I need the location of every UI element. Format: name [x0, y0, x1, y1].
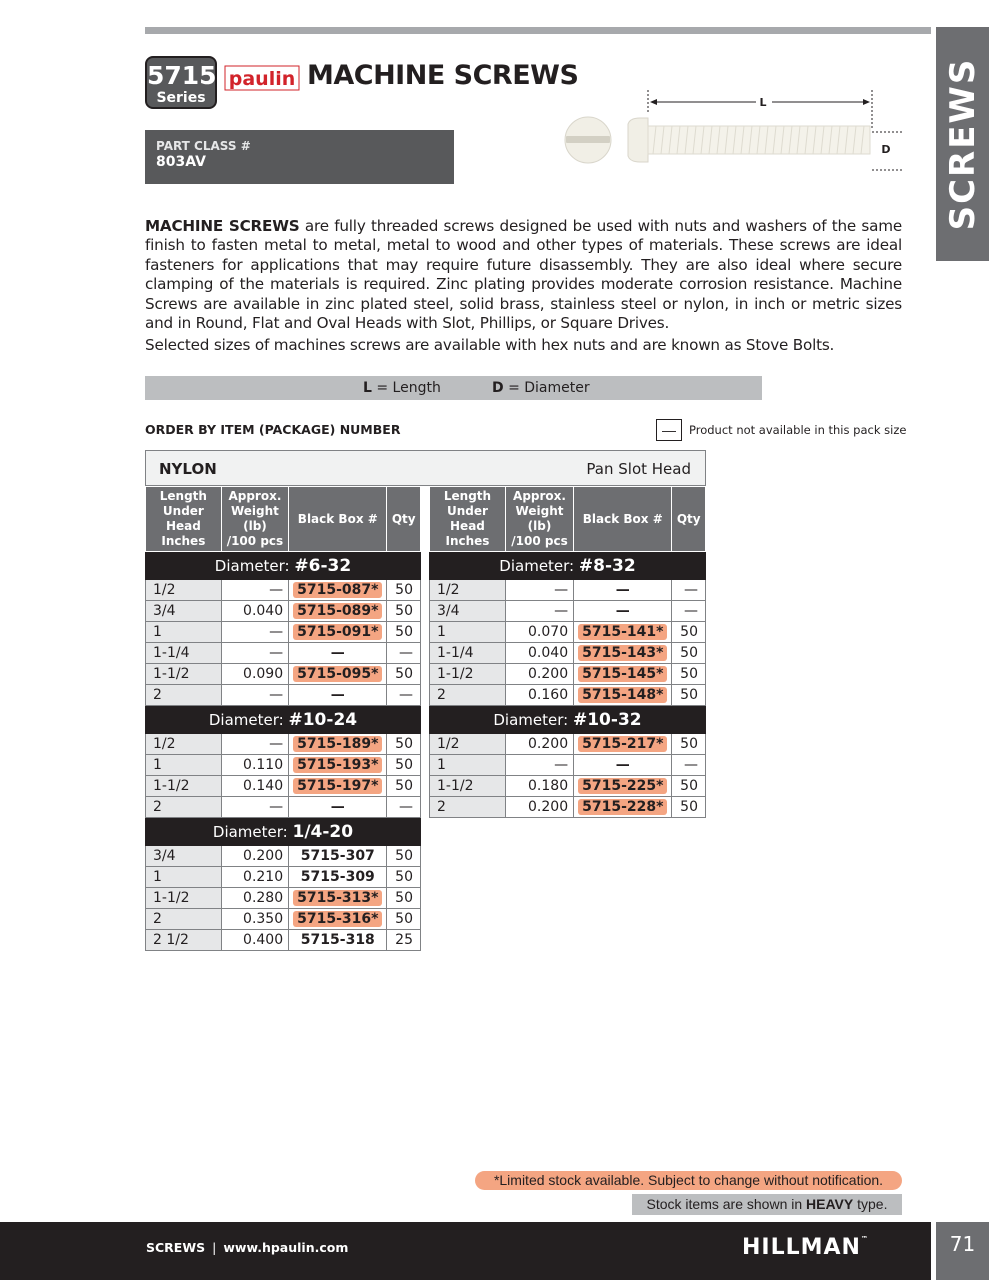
qty-cell: 50	[387, 909, 421, 930]
item-number: 5715-309	[300, 869, 375, 885]
length-cell: 3/4	[146, 601, 222, 622]
diameter-heading	[430, 706, 706, 734]
diameter-label: Diameter:	[499, 556, 575, 575]
weight-cell: 0.160	[505, 685, 573, 706]
item-number: 5715-316*	[293, 911, 382, 927]
products-table-left	[145, 486, 421, 951]
item-number: 5715-141*	[578, 624, 667, 640]
qty-cell: 50	[672, 734, 706, 755]
black-box-cell	[574, 622, 672, 643]
side-tab	[936, 27, 989, 261]
footer-url[interactable]: www.hpaulin.com	[223, 1240, 349, 1255]
table-row	[146, 930, 421, 951]
weight-cell: —	[221, 643, 288, 664]
item-number: 5715-318	[300, 932, 375, 948]
qty-cell: 50	[387, 601, 421, 622]
weight-cell: —	[221, 580, 288, 601]
length-cell: 1/2	[146, 734, 222, 755]
diameter-row	[146, 818, 421, 846]
black-box-cell	[289, 622, 387, 643]
qty-cell: 50	[672, 797, 706, 818]
qty-cell: 50	[387, 622, 421, 643]
qty-cell: 50	[387, 867, 421, 888]
item-number: 5715-197*	[293, 778, 382, 794]
weight-cell: 0.280	[221, 888, 288, 909]
length-cell: 2 1/2	[146, 930, 222, 951]
item-number: 5715-225*	[578, 778, 667, 794]
qty-cell: —	[672, 580, 706, 601]
item-number: 5715-307	[300, 848, 375, 864]
weight-cell: 0.110	[221, 755, 288, 776]
series-badge	[145, 56, 217, 109]
item-number: 5715-091*	[293, 624, 382, 640]
table-row	[430, 664, 706, 685]
qty-cell: 50	[387, 734, 421, 755]
weight-cell: 0.040	[505, 643, 573, 664]
item-number: —	[330, 645, 345, 661]
part-class-box	[145, 130, 454, 184]
material-label: NYLON	[159, 460, 217, 478]
page-number: 71	[936, 1222, 989, 1280]
diameter-heading	[430, 552, 706, 580]
col-weight-header: Approx. Weight (lb) /100 pcs	[505, 487, 573, 552]
weight-cell: —	[221, 797, 288, 818]
diameter-label: Diameter:	[212, 822, 288, 841]
page-title: MACHINE SCREWS	[307, 60, 579, 91]
black-box-cell	[289, 867, 387, 888]
table-row	[146, 909, 421, 930]
qty-cell: 50	[387, 755, 421, 776]
weight-cell: 0.200	[505, 664, 573, 685]
weight-cell: —	[505, 755, 573, 776]
black-box-cell	[289, 664, 387, 685]
table-row	[146, 797, 421, 818]
head-type-label: Pan Slot Head	[586, 460, 691, 478]
table-row	[430, 601, 706, 622]
black-box-cell	[289, 797, 387, 818]
item-number: —	[615, 582, 630, 598]
item-number: 5715-189*	[293, 736, 382, 752]
table-row	[146, 734, 421, 755]
table-row	[146, 643, 421, 664]
black-box-cell	[289, 734, 387, 755]
diameter-row	[430, 706, 706, 734]
length-cell: 1	[146, 755, 222, 776]
part-class-label: PART CLASS #	[156, 139, 251, 153]
weight-cell: —	[221, 734, 288, 755]
table-row	[146, 776, 421, 797]
order-by-heading: ORDER BY ITEM (PACKAGE) NUMBER	[145, 422, 401, 437]
black-box-cell	[574, 643, 672, 664]
table-row	[146, 846, 421, 867]
item-number: 5715-143*	[578, 645, 667, 661]
table-row	[430, 755, 706, 776]
weight-cell: —	[505, 580, 573, 601]
black-box-cell	[289, 601, 387, 622]
table-row	[146, 685, 421, 706]
weight-cell: —	[505, 601, 573, 622]
length-cell: 1/2	[430, 580, 506, 601]
length-cell: 1-1/2	[430, 664, 506, 685]
table-row	[146, 888, 421, 909]
paulin-logo	[224, 63, 300, 93]
description-body: are fully threaded screws designed be used with nuts and washers of the same finish to fasten metal to metal, metal to wood and other types of materials. These screws are ideal fasteners for applications that may require future disassembly. They are also ideal where secure clamping of the materials is required. Zinc plating provides moderate corrosion resistance. Machine Screws are available in zinc plated steel, solid brass, stainless steel or nylon, in inch or metric sizes and in Round, Flat and Oval Heads with Slot, Phillips, or Square Drives.	[145, 217, 902, 333]
item-number: 5715-313*	[293, 890, 382, 906]
diameter-label: D	[881, 143, 891, 156]
qty-cell: 50	[672, 776, 706, 797]
qty-cell: 50	[672, 622, 706, 643]
qty-cell: —	[387, 685, 421, 706]
diameter-value: #8-32	[578, 555, 636, 576]
diameter-row	[146, 552, 421, 580]
table-row	[146, 867, 421, 888]
hillman-logo: HILLMAN™	[742, 1235, 868, 1260]
not-available-note: Product not available in this pack size	[689, 423, 907, 437]
legend-diameter: D = Diameter	[492, 380, 590, 396]
length-cell: 1	[146, 867, 222, 888]
length-cell: 3/4	[430, 601, 506, 622]
weight-cell: 0.090	[221, 664, 288, 685]
length-label: L	[759, 96, 767, 109]
qty-cell: 50	[387, 664, 421, 685]
length-cell: 1/2	[430, 734, 506, 755]
description	[145, 217, 902, 333]
footer-text	[146, 1240, 348, 1255]
black-box-cell	[289, 643, 387, 664]
col-weight-header: Approx. Weight (lb) /100 pcs	[221, 487, 288, 552]
screw-head-side	[628, 118, 648, 162]
diameter-row	[430, 552, 706, 580]
diameter-value: #6-32	[294, 555, 352, 576]
qty-cell: 50	[387, 846, 421, 867]
black-box-cell	[574, 664, 672, 685]
table-row	[430, 685, 706, 706]
black-box-cell	[574, 776, 672, 797]
black-box-cell	[289, 776, 387, 797]
stock-items-note: Stock items are shown in HEAVY type.	[632, 1194, 902, 1215]
length-cell: 1-1/2	[146, 888, 222, 909]
qty-cell: 50	[672, 664, 706, 685]
item-number: 5715-228*	[578, 799, 667, 815]
weight-cell: 0.070	[505, 622, 573, 643]
description-lead: MACHINE SCREWS	[145, 217, 300, 235]
part-class-value: 803AV	[156, 154, 206, 170]
legend-length: L = Length	[363, 380, 441, 396]
table-row	[146, 622, 421, 643]
weight-cell: 0.040	[221, 601, 288, 622]
length-cell: 2	[146, 909, 222, 930]
weight-cell: 0.200	[505, 797, 573, 818]
length-cell: 1-1/2	[146, 776, 222, 797]
black-box-cell	[574, 734, 672, 755]
black-box-cell	[574, 601, 672, 622]
length-cell: 1-1/4	[146, 643, 222, 664]
diameter-heading	[146, 818, 421, 846]
diameter-heading	[146, 552, 421, 580]
black-box-cell	[289, 909, 387, 930]
item-number: 5715-148*	[578, 687, 667, 703]
black-box-cell	[289, 846, 387, 867]
diameter-label: Diameter:	[208, 710, 284, 729]
footer-section: SCREWS	[146, 1240, 206, 1255]
weight-cell: 0.180	[505, 776, 573, 797]
col-box-header: Black Box #	[289, 487, 387, 552]
length-cell: 2	[430, 797, 506, 818]
item-number: 5715-087*	[293, 582, 382, 598]
qty-cell: —	[672, 755, 706, 776]
black-box-cell	[289, 888, 387, 909]
col-qty-header: Qty	[672, 487, 706, 552]
col-length-header: Length Under Head Inches	[146, 487, 222, 552]
weight-cell: 0.400	[221, 930, 288, 951]
diameter-row	[146, 706, 421, 734]
footer-bar	[0, 1222, 931, 1280]
footer-separator: |	[212, 1240, 217, 1255]
products-table-right	[429, 486, 706, 818]
item-number: 5715-193*	[293, 757, 382, 773]
table-row	[430, 580, 706, 601]
diameter-value: 1/4-20	[292, 821, 354, 842]
length-cell: 2	[430, 685, 506, 706]
black-box-cell	[289, 580, 387, 601]
diameter-value: #10-32	[572, 709, 642, 730]
black-box-cell	[574, 580, 672, 601]
screw-diagram	[560, 84, 905, 174]
table-row	[430, 643, 706, 664]
length-cell: 1/2	[146, 580, 222, 601]
item-number: —	[615, 603, 630, 619]
item-number: —	[330, 799, 345, 815]
side-tab-label: SCREWS	[942, 57, 983, 231]
weight-cell: 0.200	[221, 846, 288, 867]
qty-cell: —	[672, 601, 706, 622]
length-cell: 2	[146, 685, 222, 706]
black-box-cell	[289, 930, 387, 951]
length-cell: 3/4	[146, 846, 222, 867]
qty-cell: 50	[672, 685, 706, 706]
item-number: 5715-095*	[293, 666, 382, 682]
length-cell: 2	[146, 797, 222, 818]
col-length-header: Length Under Head Inches	[430, 487, 506, 552]
not-available-symbol: —	[656, 419, 682, 441]
black-box-cell	[574, 685, 672, 706]
item-number: 5715-217*	[578, 736, 667, 752]
qty-cell: 50	[387, 776, 421, 797]
table-row	[146, 755, 421, 776]
item-number: —	[330, 687, 345, 703]
table-row	[430, 797, 706, 818]
qty-cell: —	[387, 643, 421, 664]
weight-cell: 0.200	[505, 734, 573, 755]
length-cell: 1-1/2	[430, 776, 506, 797]
weight-cell: 0.140	[221, 776, 288, 797]
black-box-cell	[574, 797, 672, 818]
col-qty-header: Qty	[387, 487, 421, 552]
black-box-cell	[574, 755, 672, 776]
series-number: 5715	[147, 61, 217, 90]
legend-bar	[145, 376, 762, 400]
qty-cell: —	[387, 797, 421, 818]
diameter-label: Diameter:	[493, 710, 569, 729]
item-number: 5715-089*	[293, 603, 382, 619]
black-box-cell	[289, 755, 387, 776]
series-label: Series	[156, 90, 206, 106]
length-cell: 1-1/4	[430, 643, 506, 664]
table-row	[146, 580, 421, 601]
length-cell: 1-1/2	[146, 664, 222, 685]
limited-stock-note: *Limited stock available. Subject to change without notification.	[475, 1171, 902, 1190]
col-box-header: Black Box #	[574, 487, 672, 552]
qty-cell: 50	[672, 643, 706, 664]
qty-cell: 50	[387, 888, 421, 909]
diameter-heading	[146, 706, 421, 734]
length-cell: 1	[430, 755, 506, 776]
svg-text:paulin: paulin	[228, 68, 296, 90]
black-box-cell	[289, 685, 387, 706]
weight-cell: 0.350	[221, 909, 288, 930]
qty-cell: 50	[387, 580, 421, 601]
length-cell: 1	[146, 622, 222, 643]
weight-cell: —	[221, 685, 288, 706]
table-row	[146, 664, 421, 685]
table-row	[146, 601, 421, 622]
table-row	[430, 734, 706, 755]
top-rule	[145, 27, 931, 34]
item-number: —	[615, 757, 630, 773]
weight-cell: 0.210	[221, 867, 288, 888]
table-row	[430, 776, 706, 797]
item-number: 5715-145*	[578, 666, 667, 682]
qty-cell: 25	[387, 930, 421, 951]
length-cell: 1	[430, 622, 506, 643]
description-stove-bolts: Selected sizes of machines screws are available with hex nuts and are known as Stove Bolts.	[145, 336, 835, 354]
table-row	[430, 622, 706, 643]
diameter-value: #10-24	[288, 709, 358, 730]
diameter-label: Diameter:	[214, 556, 290, 575]
weight-cell: —	[221, 622, 288, 643]
table-title-bar	[145, 450, 706, 486]
